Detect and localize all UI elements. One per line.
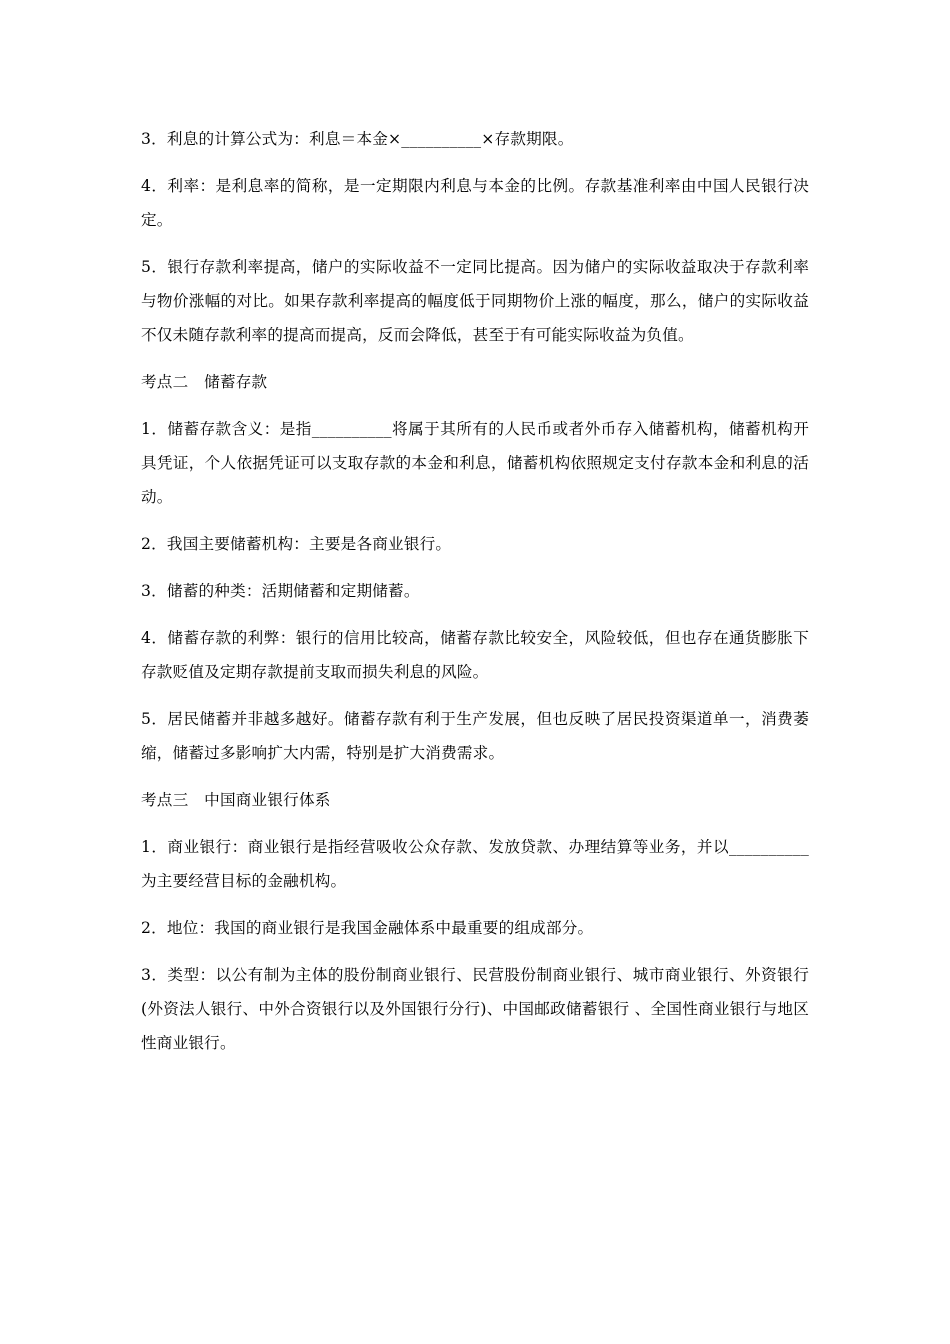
paragraph-savings-pros-cons: 4．储蓄存款的利弊：银行的信用比较高，储蓄存款比较安全，风险较低，但也存在通货膨胀下存款贬值及定期存款提前支取而损失利息的风险。 (141, 629, 809, 681)
paragraph-savings-types: 3．储蓄的种类：活期储蓄和定期储蓄。 (141, 582, 420, 600)
paragraph-savings-definition: 1．储蓄存款含义：是指__________将属于其所有的人民币或者外币存入储蓄机构，储蓄机构开具凭证，个人依据凭证可以支取存款的本金和利息，储蓄机构依照规定支付存款本金和利息的活动。 (141, 420, 809, 506)
section-heading-savings: 考点二 储蓄存款 (141, 373, 268, 391)
paragraph-commercial-bank-status: 2．地位：我国的商业银行是我国金融体系中最重要的组成部分。 (141, 919, 594, 937)
paragraph-commercial-bank-types: 3．类型：以公有制为主体的股份制商业银行、民营股份制商业银行、城市商业银行、外资银行(外资法人银行、中外合资银行以及外国银行分行)、中国邮政储蓄银行 、全国性商业银行与地区性商业银行。 (141, 966, 809, 1052)
paragraph-savings-not-more-better: 5．居民储蓄并非越多越好。储蓄存款有利于生产发展，但也反映了居民投资渠道单一，消费萎缩，储蓄过多影响扩大内需，特别是扩大消费需求。 (141, 710, 809, 762)
section-heading-commercial-banks: 考点三 中国商业银行体系 (141, 791, 331, 809)
paragraph-interest-formula: 3．利息的计算公式为：利息＝本金×__________×存款期限。 (141, 130, 574, 148)
paragraph-interest-rate: 4．利率：是利息率的简称，是一定期限内利息与本金的比例。存款基准利率由中国人民银行决定。 (141, 177, 809, 229)
paragraph-commercial-bank-definition: 1．商业银行：商业银行是指经营吸收公众存款、发放贷款、办理结算等业务，并以__________为主要经营目标的金融机构。 (141, 838, 809, 890)
paragraph-savings-institutions: 2．我国主要储蓄机构：主要是各商业银行。 (141, 535, 452, 553)
document-body (141, 122, 809, 1073)
paragraph-real-return: 5．银行存款利率提高，储户的实际收益不一定同比提高。因为储户的实际收益取决于存款利率与物价涨幅的对比。如果存款利率提高的幅度低于同期物价上涨的幅度，那么，储户的实际收益不仅未随存款利率的提高而提高，反而会降低，甚至于有可能实际收益为负值。 (141, 258, 809, 344)
